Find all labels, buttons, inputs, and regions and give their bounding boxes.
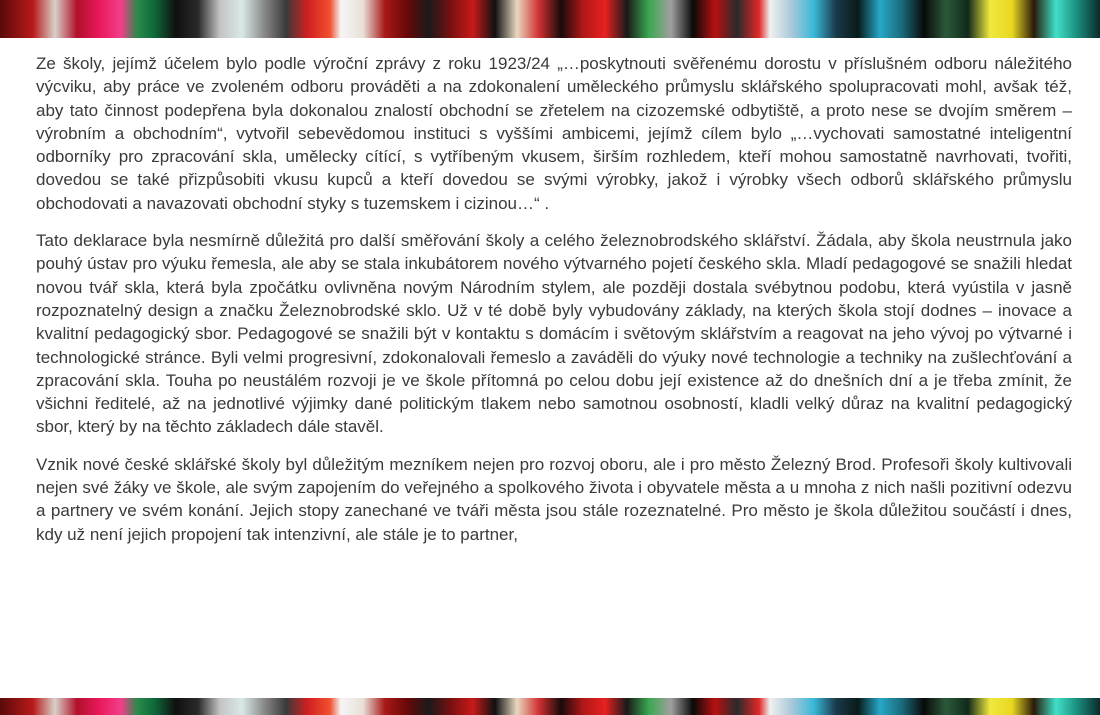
bottom-decorative-stripe	[0, 698, 1100, 715]
article-body	[36, 52, 1072, 560]
paragraph-3: Vznik nové české sklářské školy byl důležitým mezníkem nejen pro rozvoj oboru, ale i pro město Železný Brod. Profesoři školy kultivovali nejen své žáky ve škole, ale svým zapojením do veřejného a spolkového života i obyvatele města a u mnoha z nich našli pozitivní odezvu a partnery ve svém konání. Jejich stopy zanechané ve tváři města jsou stále rozeznatelné. Pro město je škola důležitou součástí i dnes, kdy už není jejich propojení tak intenzivní, ale stále je to partner,	[36, 454, 1072, 544]
paragraph-2: Tato deklarace byla nesmírně důležitá pro další směřování školy a celého železnobrodského sklářství. Žádala, aby škola neustrnula jako pouhý ústav pro výuku řemesla, ale aby se stala inkubátorem nového výtvarného pojetí českého skla. Mladí pedagogové se snažili hledat novou tvář skla, která byla zpočátku ovlivněna novým Národním stylem, ale později dostala svébytnou podobu, která vyústila v jasně rozpoznatelný design a značku Železnobrodské sklo. Už v té době byly vybudovány základy, na kterých škola stojí dodnes – inovace a kvalitní pedagogický sbor. Pedagogové se snažili být v kontaktu s domácím i světovým sklářstvím a reagovat na jeho vývoj po výtvarné i technologické stránce. Byli velmi progresivní, zdokonalovali řemeslo a zaváděli do výuky nové technologie a techniky na zušlechťování a zpracování skla. Touha po neustálém rozvoji je ve škole přítomná po celou dobu její existence až do dnešních dní a je třeba zmínit, že všichni ředitelé, až na jednotlivé výjimky dané politickým tlakem nebo samotnou osobností, kladli velký důraz na kvalitní pedagogický sbor, který by na těchto základech dále stavěl.	[36, 231, 1072, 437]
top-decorative-stripe	[0, 0, 1100, 38]
paragraph-1: Ze školy, jejímž účelem bylo podle výroční zprávy z roku 1923/24 „…poskytnouti svěřenému dorostu v příslušném odboru náležitého výcviku, aby práce ve zvoleném odboru prováděti a na zdokonalení uměleckého průmyslu sklářského spolupracovati mohl, avšak též, aby tato činnost podepřena byla dokonalou znalostí obchodní se zřetelem na cizozemské odbytiště, a proto nese se dvojím směrem – výrobním a obchodním“, vytvořil sebevědomou instituci s vyššími ambicemi, jejímž cílem bylo „…vychovati samostatné inteligentní odborníky pro zpracování skla, umělecky cítící, s vytříbeným vkusem, širším rozhledem, kteří mohou samostatně navrhovati, tvořiti, dovedou se také přizpůsobiti vkusu kupců a kteří dovedou se svými výrobky, jakož i výrobky všech odborů sklářského průmyslu obchodovati a navazovati obchodní styky s tuzemskem i cizinou…“ .	[36, 54, 1072, 213]
